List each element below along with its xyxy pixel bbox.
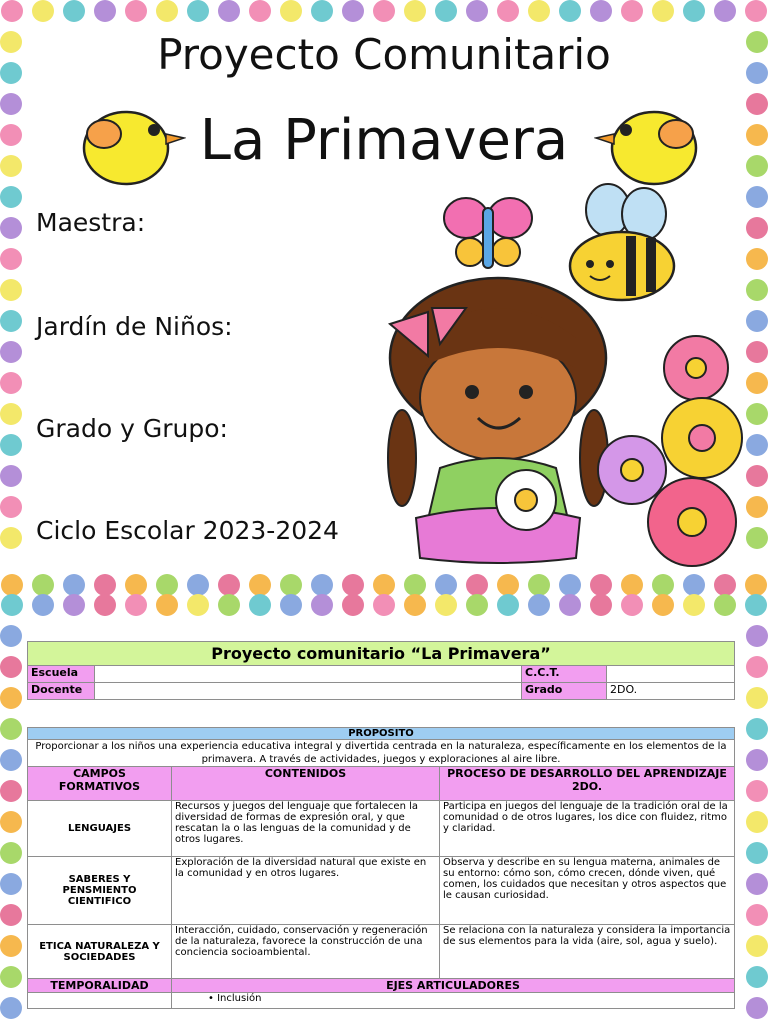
border-dot — [1, 574, 23, 596]
border-dot — [1, 0, 23, 22]
header-campos: CAMPOS FORMATIVOS — [28, 767, 172, 801]
proceso-cell: Observa y describe en su lengua materna, animales de su entorno: cómo son, cómo crecen, dónde viven, qué comen, los cuidados que necesitan y otros aspectos que le causan curiosidad. — [440, 857, 735, 925]
proceso-cell: Participa en juegos del lenguaje de la tradición oral de la comunidad o de otros lugares, los dice con fluidez, ritmo y claridad. — [440, 801, 735, 857]
border-dot — [435, 0, 457, 22]
border-dot — [621, 0, 643, 22]
border-dot — [746, 217, 768, 239]
border-dot — [746, 811, 768, 833]
border-dot — [0, 656, 22, 678]
border-dot — [280, 0, 302, 22]
temporalidad-value[interactable] — [28, 993, 172, 1009]
border-dot — [218, 594, 240, 616]
border-dot — [746, 248, 768, 270]
table-row — [28, 925, 735, 979]
border-dot — [156, 0, 178, 22]
border-dot — [746, 966, 768, 988]
border-dot — [32, 594, 54, 616]
planning-table — [27, 727, 735, 1009]
border-dot — [745, 594, 767, 616]
contenido-cell: Recursos y juegos del lenguaje que fortalecen la diversidad de formas de expresión oral, y que rescatan la o las lenguas de la comunidad y de otros lugares. — [172, 801, 440, 857]
border-dot — [746, 780, 768, 802]
border-dot — [746, 935, 768, 957]
border-dot — [0, 811, 22, 833]
border-dot — [342, 574, 364, 596]
cover-title-line1: Proyecto Comunitario — [157, 30, 611, 79]
border-dot — [746, 687, 768, 709]
border-dot — [559, 594, 581, 616]
border-dot — [0, 186, 22, 208]
border-dot — [0, 310, 22, 332]
border-dot — [404, 594, 426, 616]
girl-illustration — [380, 268, 620, 578]
escuela-value[interactable] — [95, 666, 522, 683]
border-dot — [0, 873, 22, 895]
grado-label: Grado — [522, 683, 607, 700]
eje-item: Inclusión — [217, 993, 262, 1004]
border-dot — [528, 594, 550, 616]
border-dot — [746, 186, 768, 208]
cct-value[interactable] — [607, 666, 735, 683]
border-dot — [652, 0, 674, 22]
border-dot — [497, 0, 519, 22]
border-dot — [94, 0, 116, 22]
docente-value[interactable] — [95, 683, 522, 700]
border-dot — [280, 574, 302, 596]
border-dot — [63, 0, 85, 22]
campo-cell: ETICA NATURALEZA Y SOCIEDADES — [28, 925, 172, 979]
border-dot — [0, 403, 22, 425]
border-dot — [125, 574, 147, 596]
border-dot — [342, 0, 364, 22]
temporalidad-label: TEMPORALIDAD — [28, 979, 172, 993]
border-dot — [746, 904, 768, 926]
grado-value: 2DO. — [607, 683, 735, 700]
border-dot — [621, 594, 643, 616]
header-proceso: PROCESO DE DESARROLLO DEL APRENDIZAJE 2DO. — [440, 767, 735, 801]
border-dot — [125, 0, 147, 22]
border-dot — [63, 574, 85, 596]
info-table — [27, 641, 735, 700]
proceso-cell: Se relaciona con la naturaleza y considera la importancia de sus elementos para la vida (aire, sol, agua y suelo). — [440, 925, 735, 979]
table-row — [28, 857, 735, 925]
field-jardin: Jardín de Niños: — [36, 312, 233, 341]
border-dot — [373, 594, 395, 616]
border-dot — [746, 873, 768, 895]
border-dot — [683, 594, 705, 616]
table-row — [28, 801, 735, 857]
border-dot — [156, 574, 178, 596]
border-dot — [63, 594, 85, 616]
flowers-illustration — [592, 330, 752, 580]
border-dot — [746, 997, 768, 1019]
border-dot — [497, 594, 519, 616]
border-dot — [0, 434, 22, 456]
border-dot — [466, 0, 488, 22]
ejes-list: • Inclusión — [172, 993, 735, 1009]
border-dot — [746, 749, 768, 771]
chick-left-illustration — [66, 98, 186, 188]
border-dot — [0, 842, 22, 864]
border-dot — [0, 465, 22, 487]
border-dot — [94, 574, 116, 596]
border-dot — [746, 310, 768, 332]
escuela-label: Escuela — [28, 666, 95, 683]
border-dot — [714, 594, 736, 616]
border-dot — [0, 966, 22, 988]
campo-cell: SABERES Y PENSMIENTO CIENTIFICO — [28, 857, 172, 925]
chick-right-illustration — [594, 98, 714, 188]
border-dot — [0, 527, 22, 549]
border-dot — [0, 749, 22, 771]
border-dot — [0, 279, 22, 301]
border-dot — [466, 594, 488, 616]
border-dot — [0, 217, 22, 239]
border-dot — [652, 594, 674, 616]
ejes-label: EJES ARTICULADORES — [172, 979, 735, 993]
border-dot — [218, 0, 240, 22]
border-dot — [590, 0, 612, 22]
border-dot — [745, 0, 767, 22]
border-dot — [94, 594, 116, 616]
border-dot — [187, 594, 209, 616]
border-dot — [311, 0, 333, 22]
border-dot — [559, 0, 581, 22]
border-dot — [0, 248, 22, 270]
border-dot — [32, 574, 54, 596]
border-dot — [590, 594, 612, 616]
field-maestra: Maestra: — [36, 208, 146, 237]
cover-title-line2: La Primavera — [199, 108, 569, 173]
border-dot — [714, 0, 736, 22]
border-dot — [404, 0, 426, 22]
border-dot — [0, 935, 22, 957]
border-dot — [746, 625, 768, 647]
butterfly-illustration — [440, 188, 536, 278]
border-dot — [249, 0, 271, 22]
border-dot — [0, 625, 22, 647]
border-dot — [342, 594, 364, 616]
border-dot — [32, 0, 54, 22]
border-dot — [187, 0, 209, 22]
border-dot — [249, 594, 271, 616]
contenido-cell: Exploración de la diversidad natural que existe en la comunidad y en otros lugares. — [172, 857, 440, 925]
border-dot — [0, 997, 22, 1019]
docente-label: Docente — [28, 683, 95, 700]
border-dot — [125, 594, 147, 616]
border-dot — [0, 341, 22, 363]
border-dot — [746, 656, 768, 678]
border-dot — [373, 0, 395, 22]
border-dot — [218, 574, 240, 596]
border-dot — [156, 594, 178, 616]
border-dot — [311, 594, 333, 616]
border-dot — [0, 718, 22, 740]
border-dot — [187, 574, 209, 596]
border-dot — [280, 594, 302, 616]
border-dot — [1, 594, 23, 616]
border-dot — [683, 0, 705, 22]
field-ciclo-escolar: Ciclo Escolar 2023-2024 — [36, 516, 339, 545]
campo-cell: LENGUAJES — [28, 801, 172, 857]
contenido-cell: Interacción, cuidado, conservación y regeneración de la naturaleza, favorece la construcción de una conciencia socioambiental. — [172, 925, 440, 979]
border-dot — [311, 574, 333, 596]
border-dot — [0, 372, 22, 394]
border-dot — [0, 496, 22, 518]
border-dot — [435, 594, 457, 616]
header-contenidos: CONTENIDOS — [172, 767, 440, 801]
border-dot — [0, 780, 22, 802]
border-dot — [528, 0, 550, 22]
border-dot — [0, 687, 22, 709]
border-dot — [746, 279, 768, 301]
proposito-text: Proporcionar a los niños una experiencia educativa integral y divertida centrada en la naturaleza, específicamente en los elementos de la primavera. A través de actividades, juegos y exploraciones al aire libre. — [28, 740, 735, 767]
field-grado-grupo: Grado y Grupo: — [36, 414, 228, 443]
proposito-label: PROPOSITO — [28, 728, 735, 740]
border-dot — [249, 574, 271, 596]
project-title: Proyecto comunitario “La Primavera” — [28, 642, 735, 666]
border-dot — [0, 904, 22, 926]
cct-label: C.C.T. — [522, 666, 607, 683]
border-dot — [746, 718, 768, 740]
border-dot — [746, 842, 768, 864]
